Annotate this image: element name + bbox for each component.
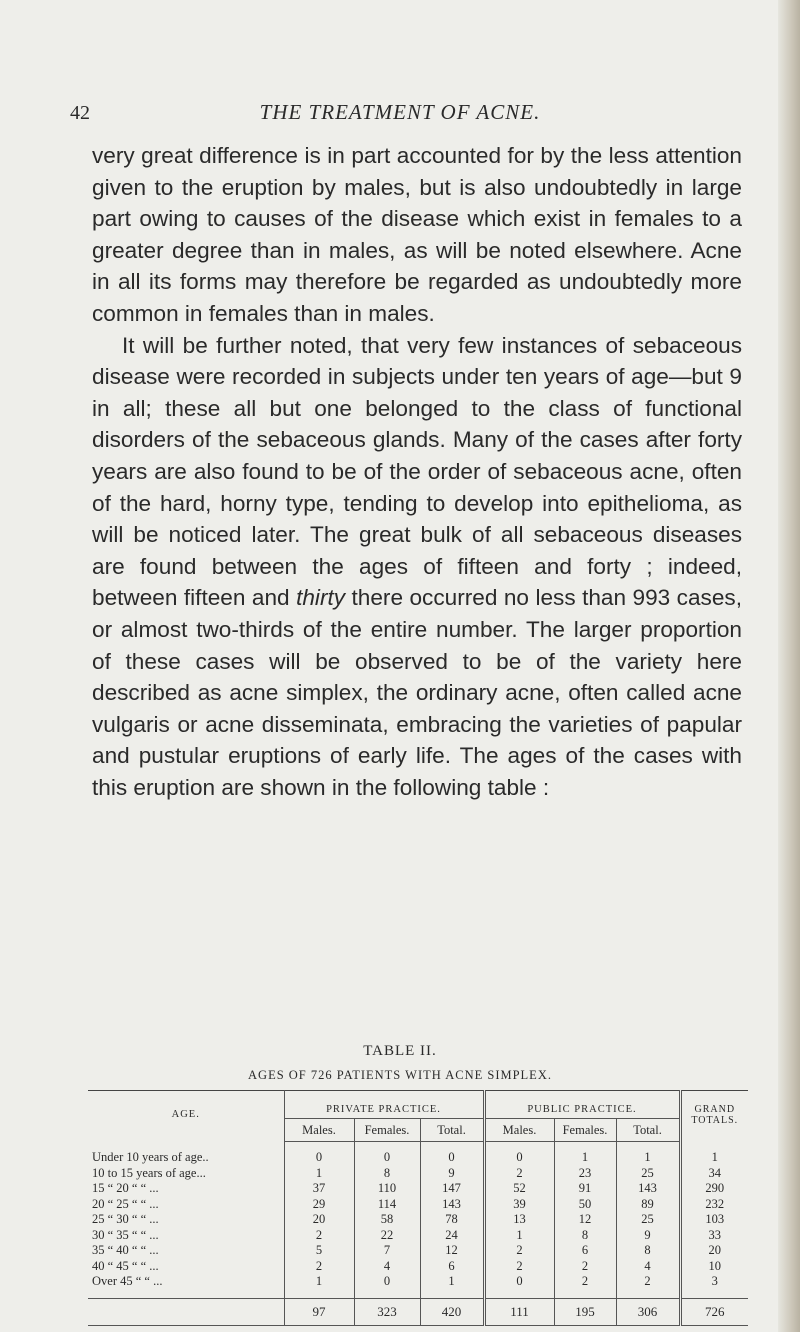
grand-total: 34 <box>680 1166 748 1182</box>
public-total: 9 <box>616 1228 680 1244</box>
private-total: 143 <box>420 1197 484 1213</box>
public-males: 2 <box>484 1259 554 1275</box>
table-row <box>88 1166 748 1182</box>
public-females: 2 <box>554 1274 616 1290</box>
public-females: 50 <box>554 1197 616 1213</box>
paragraph-2 <box>92 330 742 804</box>
private-total: 78 <box>420 1212 484 1228</box>
private-females: 110 <box>354 1181 420 1197</box>
public-males: 39 <box>484 1197 554 1213</box>
header-public-practice: PUBLIC PRACTICE. <box>484 1091 680 1119</box>
private-total: 12 <box>420 1243 484 1259</box>
total-private-males: 97 <box>284 1298 354 1325</box>
grand-total: 290 <box>680 1181 748 1197</box>
header-grand-totals: GRAND TOTALS. <box>680 1091 748 1142</box>
public-females: 91 <box>554 1181 616 1197</box>
private-females: 8 <box>354 1166 420 1182</box>
totals-label-cell <box>88 1298 284 1325</box>
public-females: 1 <box>554 1150 616 1166</box>
private-total: 147 <box>420 1181 484 1197</box>
total-private-females: 323 <box>354 1298 420 1325</box>
grand-total: 103 <box>680 1212 748 1228</box>
private-males: 1 <box>284 1274 354 1290</box>
private-females: 114 <box>354 1197 420 1213</box>
private-females: 0 <box>354 1274 420 1290</box>
private-males: 2 <box>284 1259 354 1275</box>
private-females: 4 <box>354 1259 420 1275</box>
public-males: 52 <box>484 1181 554 1197</box>
total-public-total: 306 <box>616 1298 680 1325</box>
private-males: 0 <box>284 1150 354 1166</box>
public-total: 2 <box>616 1274 680 1290</box>
row-age: 30 “ 35 “ “ ... <box>92 1227 159 1242</box>
private-total: 0 <box>420 1150 484 1166</box>
page-header <box>70 96 730 126</box>
table-row <box>88 1243 748 1259</box>
row-age: Over 45 “ “ ... <box>92 1274 163 1288</box>
public-total: 89 <box>616 1197 680 1213</box>
public-total: 143 <box>616 1181 680 1197</box>
header-public-total: Total. <box>616 1119 680 1142</box>
row-age: 35 “ 40 “ “ ... <box>92 1243 159 1257</box>
header-private-females: Females. <box>354 1119 420 1142</box>
private-females: 7 <box>354 1243 420 1259</box>
public-total: 25 <box>616 1212 680 1228</box>
public-males: 1 <box>484 1228 554 1244</box>
row-age: 25 “ 30 “ “ ... <box>92 1212 159 1226</box>
public-total: 1 <box>616 1150 680 1166</box>
public-males: 0 <box>484 1150 554 1166</box>
public-total: 25 <box>616 1166 680 1182</box>
table-row <box>88 1181 748 1197</box>
ages-table <box>88 1090 748 1326</box>
private-males: 2 <box>284 1228 354 1244</box>
private-males: 37 <box>284 1181 354 1197</box>
table-title: TABLE II. <box>363 1043 437 1059</box>
paragraph-2-italic: thirty <box>296 585 346 611</box>
header-private-males: Males. <box>284 1119 354 1142</box>
total-public-males: 111 <box>484 1298 554 1325</box>
private-males: 29 <box>284 1197 354 1213</box>
header-age: AGE. <box>171 1109 200 1121</box>
private-females: 22 <box>354 1228 420 1244</box>
page-number: 42 <box>70 102 90 124</box>
paragraph-1: very great difference is in part accounted for by the less attention given to the eruption by males, but is also undoubtedly in large part owing to causes of the disease which exist in females to a greater degree than in males, as will be noted elsewhere. Acne in all its forms may therefore be regarded as undoubtedly more common in females than in males. <box>92 143 742 326</box>
private-total: 1 <box>420 1274 484 1290</box>
private-females: 0 <box>354 1150 420 1166</box>
running-head: THE TREATMENT OF ACNE. <box>259 100 541 124</box>
private-total: 9 <box>420 1166 484 1182</box>
paragraph-2-part-a: It will be further noted, that very few instances of sebaceous disease were recorded in subjects under ten years of age—but 9 in all; these all but one belonged to the class of functional disorders of the sebaceous glands. Many of the cases after forty years are also found to be of the order of sebaceous acne, often of the hard, horny type, tending to develop into epithelioma, as will be noticed later. The great bulk of all sebaceous diseases are found between the ages of fifteen and forty ; indeed, between fifteen and <box>92 332 742 611</box>
table-row <box>88 1150 748 1166</box>
public-total: 4 <box>616 1259 680 1275</box>
private-males: 5 <box>284 1243 354 1259</box>
grand-total: 3 <box>680 1274 748 1290</box>
header-public-females: Females. <box>554 1119 616 1142</box>
public-females: 6 <box>554 1243 616 1259</box>
header-private-practice: PRIVATE PRACTICE. <box>284 1091 484 1119</box>
grand-total: 20 <box>680 1243 748 1259</box>
public-females: 8 <box>554 1228 616 1244</box>
table-row <box>88 1274 748 1290</box>
row-age: 10 to 15 years of age... <box>92 1165 206 1180</box>
row-age: Under 10 years of age.. <box>92 1150 209 1164</box>
page-edge <box>778 0 800 1332</box>
body-text <box>92 140 742 803</box>
header-private-total: Total. <box>420 1119 484 1142</box>
public-total: 8 <box>616 1243 680 1259</box>
private-males: 1 <box>284 1166 354 1182</box>
grand-total: 33 <box>680 1228 748 1244</box>
paragraph-2-part-b: there occurred no less than 993 cases, or almost two-thirds of the entire number. The larger proportion of these cases will be observed to be of the variety here described as acne simplex, the ordinary acne, often called acne vulgaris or acne disseminata, embracing the varieties of papular and pustular eruptions of early life. The ages of the cases with this eruption are shown in the following table : <box>92 585 742 800</box>
table-subtitle: AGES OF 726 PATIENTS WITH ACNE SIMPLEX. <box>248 1068 552 1082</box>
table-row <box>88 1228 748 1244</box>
private-females: 58 <box>354 1212 420 1228</box>
grand-total: 1 <box>680 1150 748 1166</box>
row-age: 15 “ 20 “ “ ... <box>92 1181 159 1195</box>
row-age: 40 “ 45 “ “ ... <box>92 1258 159 1273</box>
table-row <box>88 1212 748 1228</box>
grand-total: 232 <box>680 1197 748 1213</box>
public-males: 2 <box>484 1166 554 1182</box>
public-males: 13 <box>484 1212 554 1228</box>
public-females: 12 <box>554 1212 616 1228</box>
public-females: 23 <box>554 1166 616 1182</box>
header-public-males: Males. <box>484 1119 554 1142</box>
public-females: 2 <box>554 1259 616 1275</box>
private-total: 24 <box>420 1228 484 1244</box>
table-row <box>88 1197 748 1213</box>
row-age: 20 “ 25 “ “ ... <box>92 1196 159 1211</box>
table-row <box>88 1259 748 1275</box>
private-males: 20 <box>284 1212 354 1228</box>
private-total: 6 <box>420 1259 484 1275</box>
total-private-total: 420 <box>420 1298 484 1325</box>
total-grand: 726 <box>680 1298 748 1325</box>
public-males: 2 <box>484 1243 554 1259</box>
public-males: 0 <box>484 1274 554 1290</box>
totals-row <box>88 1298 748 1325</box>
total-public-females: 195 <box>554 1298 616 1325</box>
grand-total: 10 <box>680 1259 748 1275</box>
